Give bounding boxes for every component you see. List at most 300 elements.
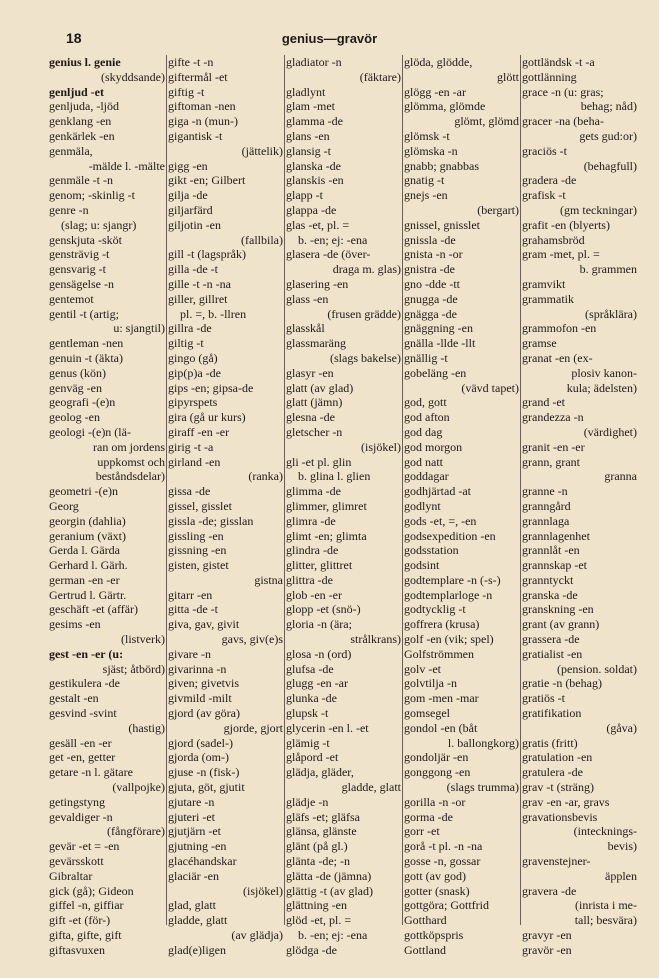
entry-line: gissling -en — [168, 528, 224, 543]
entry-line: u: sjangtil) — [113, 321, 165, 336]
entry-line: gjorde, gjort — [223, 720, 283, 735]
entry-line: genmäle -t -n — [49, 173, 113, 188]
entry-line: Gerda l. Gärda — [49, 543, 120, 558]
entry-line: giftig -t — [168, 84, 205, 99]
entry-line: gratie -n (behag) — [522, 676, 602, 691]
entry-line: glåpord -et — [286, 750, 339, 765]
entry-line: glänsa, glänste — [286, 824, 357, 839]
entry-line: granat -en (ex- — [522, 350, 593, 365]
running-head: genius—gravör — [281, 31, 378, 46]
entry-line: grav -en -ar, gravs — [522, 794, 610, 809]
entry-line: uppkomst och — [97, 454, 165, 469]
entry-line: geologi -(e)n (lä- — [49, 424, 131, 439]
entry-line: godsexpedition -en — [404, 528, 496, 543]
entry-line: glycerin -en l. -et — [286, 720, 369, 735]
entry-line: glädja, gläder, — [286, 765, 354, 780]
entry-line: grand -et — [522, 395, 565, 410]
entry-line: (slag; u: sjangr) — [61, 217, 137, 232]
entry-line: tall; besvära) — [574, 913, 637, 928]
entry-line: glosa -n (ord) — [286, 646, 352, 661]
entry-line: glömska -n — [404, 143, 458, 158]
entry-line: glassmaräng — [286, 336, 346, 351]
entry-line: gensvarig -t — [49, 262, 106, 277]
entry-line: gosse -n, gossar — [404, 854, 481, 869]
entry-line: gratulation -en — [522, 750, 593, 765]
entry-line: grann, grant — [522, 454, 580, 469]
entry-line: gjuta, göt, gjutit — [168, 780, 245, 795]
entry-line: gisten, gistet — [168, 558, 229, 573]
entry-line: girland -en — [168, 454, 221, 469]
entry-line: geografi -(e)n — [49, 395, 116, 410]
entry-line: gillra -de — [168, 321, 212, 336]
entry-line: glas -et, pl. = — [286, 217, 350, 232]
entry-line: gorr -et — [404, 824, 440, 839]
entry-line: sjäst; åtbörd) — [102, 661, 165, 676]
entry-line: glatt (jämn) — [286, 395, 343, 410]
entry-line: gips -en; gipsa-de — [168, 380, 254, 395]
entry-line: god afton — [404, 410, 450, 425]
entry-line: gletscher -n — [286, 424, 343, 439]
entry-line: gevär -et = -en — [49, 839, 120, 854]
entry-line: gladde, glatt — [168, 913, 228, 928]
entry-line: givarinna -n — [168, 661, 227, 676]
entry-line: gratiös -t — [522, 691, 565, 706]
entry-line: gest -en -er (u: — [49, 646, 124, 661]
entry-line: gjuse -n (fisk-) — [168, 765, 240, 780]
column-4 — [402, 55, 520, 957]
entry-line: gorå -t pl. -n -na — [404, 839, 483, 854]
entry-line: glans -en — [286, 128, 330, 143]
entry-line: glindra -de — [286, 543, 339, 558]
entry-line: (fallbila) — [241, 232, 283, 247]
entry-line: plosiv kanon- — [571, 365, 637, 380]
entry-line: gitarr -en — [168, 587, 213, 602]
entry-line: (behagfull) — [583, 158, 637, 173]
entry-line: gnistra -de — [404, 262, 455, 277]
entry-line: pl. =, b. -llren — [180, 306, 247, 321]
entry-line: gods -et, =, -en — [404, 513, 477, 528]
entry-line: glöda, glödde, — [404, 55, 473, 69]
entry-line: gnabb; gnabbas — [404, 158, 479, 173]
entry-line: geschäft -et (affär) — [49, 602, 139, 617]
entry-line: draga m. glas) — [332, 262, 401, 277]
entry-line: granngård — [522, 498, 571, 513]
entry-line: glämig -t — [286, 735, 330, 750]
entry-line: ran om jordens — [93, 439, 165, 454]
entry-line: gravera -de — [522, 883, 577, 898]
entry-line: (inrista i me- — [575, 898, 637, 913]
entry-line: granne -n — [522, 484, 568, 499]
column-2 — [166, 55, 284, 957]
entry-line: bevis) — [607, 839, 637, 854]
entry-line: Gotthard — [404, 913, 447, 928]
entry-line: glob -en -er — [286, 587, 342, 602]
entry-line: glättig -t (av glad) — [286, 883, 373, 898]
entry-line: grannlaga — [522, 513, 570, 528]
entry-line: gotter (snask) — [404, 883, 470, 898]
entry-line: genus (kön) — [49, 365, 106, 380]
entry-line: glänta -de; -n — [286, 854, 350, 869]
entry-line: glimmer, glimret — [286, 498, 367, 513]
entry-line: gnäggning -en — [404, 321, 473, 336]
entry-line: (ranka) — [248, 469, 283, 484]
entry-line: Gibraltar — [49, 868, 93, 883]
entry-line: genuin -t (äkta) — [49, 350, 123, 365]
entry-line: gesäll -en -er — [49, 735, 112, 750]
entry-line: gorilla -n -or — [404, 794, 466, 809]
entry-line: granit -en -er — [522, 439, 585, 454]
entry-line: Georg — [49, 498, 79, 513]
entry-line: genklang -en — [49, 114, 112, 129]
entry-line: gilla -de -t — [168, 262, 218, 277]
entry-line: gikt -en; Gilbert — [168, 173, 246, 188]
entry-line: gjuteri -et — [168, 809, 215, 824]
entry-line: glad, glatt — [168, 898, 216, 913]
entry-line: behag; nåd) — [580, 99, 637, 114]
entry-line: glimra -de — [286, 513, 336, 528]
entry-line: grant (av grann) — [522, 617, 600, 632]
entry-line: godtemplare -n (-s-) — [404, 572, 501, 587]
entry-line: glacéhandskar — [168, 854, 237, 869]
entry-line: grav -t (sträng) — [522, 780, 594, 795]
entry-line: getare -n l. gätare — [49, 765, 133, 780]
entry-line: gondol -en (båt — [404, 720, 478, 735]
entry-line: gavs, giv(e)s — [221, 632, 283, 647]
entry-line: grassera -de — [522, 632, 580, 647]
entry-line: gottlänning — [522, 69, 577, 84]
entry-line: glödga -de — [286, 942, 337, 957]
entry-line: geolog -en — [49, 410, 100, 425]
entry-line: giltig -t — [168, 336, 204, 351]
entry-line: godlynt — [404, 498, 441, 513]
entry-line: gottköpspris — [404, 928, 464, 943]
entry-line: gram -met, pl. = — [522, 247, 600, 262]
entry-line: gevaldiger -n — [49, 809, 113, 824]
entry-line: äpplen — [605, 868, 637, 883]
entry-line: gottländsk -t -a — [522, 55, 595, 69]
entry-line: gilja -de — [168, 188, 208, 203]
entry-line: glupsk -t — [286, 706, 329, 721]
entry-line: givare -n — [168, 646, 211, 661]
entry-line: b. -en; ej: -ena — [298, 928, 368, 943]
entry-line: gnälla -llde -llt — [404, 336, 476, 351]
column-1 — [48, 55, 166, 957]
entry-line: gill -t (lagspråk) — [168, 247, 246, 262]
entry-line: gladlynt — [286, 84, 326, 99]
entry-line: geranium (växt) — [49, 528, 126, 543]
entry-line: gjutning -en — [168, 839, 227, 854]
entry-line: gigantisk -t — [168, 128, 223, 143]
entry-line: godsint — [404, 558, 440, 573]
entry-line: gissel, gisslet — [168, 498, 233, 513]
entry-line: genmäla, — [49, 143, 93, 158]
entry-line: (slags trumma) — [446, 780, 519, 795]
entry-line: goffrera (krusa) — [404, 617, 480, 632]
entry-line: genom; -skinlig -t — [49, 188, 135, 203]
entry-line: gratifikation — [522, 706, 582, 721]
entry-line: grafit -en (blyerts) — [522, 217, 610, 232]
entry-line: grannlåt -en — [522, 543, 580, 558]
entry-line: gifte -t -n — [168, 55, 214, 69]
entry-line: (vävd tapet) — [461, 380, 519, 395]
entry-line: (isjökel) — [361, 439, 401, 454]
entry-line: grahamsbröd — [522, 232, 585, 247]
entry-line: glaciär -en — [168, 868, 219, 883]
entry-line: gestikulera -de — [49, 676, 120, 691]
entry-line: gravyr -en — [522, 928, 572, 943]
entry-line: glopp -et (snö-) — [286, 602, 361, 617]
entry-line: gjorda (om-) — [168, 750, 229, 765]
entry-line: godtemplarloge -n — [404, 587, 493, 602]
entry-line: gnissel, gnisslet — [404, 217, 481, 232]
entry-line: gentleman -nen — [49, 336, 124, 351]
entry-line: gnatig -t — [404, 173, 445, 188]
entry-line: (listverk) — [121, 632, 165, 647]
entry-line: gensträvig -t — [49, 247, 110, 262]
entry-line: granska -de — [522, 587, 578, 602]
entry-line: god natt — [404, 454, 443, 469]
entry-line: gipyrspets — [168, 395, 218, 410]
entry-line: geometri -(e)n — [49, 484, 118, 499]
entry-line: gjord (av göra) — [168, 706, 240, 721]
entry-line: (pension. soldat) — [557, 661, 637, 676]
entry-line: (intecknings- — [573, 824, 637, 839]
entry-line: glesna -de — [286, 410, 335, 425]
entry-line: glögg -en -ar — [404, 84, 466, 99]
entry-line: gissla -de; gisslan — [168, 513, 254, 528]
entry-line: genväg -en — [49, 380, 102, 395]
entry-line: grammatik — [522, 291, 574, 306]
entry-line: glad(e)ligen — [168, 942, 226, 957]
entry-line: (hastig) — [128, 720, 165, 735]
page-number: 18 — [66, 30, 82, 46]
entry-line: (slags bakelse) — [330, 350, 401, 365]
entry-line: givmild -milt — [168, 691, 232, 706]
entry-line: gissning -en — [168, 543, 227, 558]
entry-line: gnejs -en — [404, 188, 448, 203]
entry-line: (bergart) — [477, 202, 519, 217]
entry-line: l. ballongkorg) — [447, 735, 519, 750]
entry-line: glasering -en — [286, 276, 349, 291]
entry-line: Gertrud l. Gärtr. — [49, 587, 127, 602]
entry-line: giga -n (mun-) — [168, 114, 238, 129]
entry-line: gesvind -svint — [49, 706, 117, 721]
entry-line: gjord (sadel-) — [168, 735, 233, 750]
entry-line: gnista -n -or — [404, 247, 463, 262]
entry-line: (frusen grädde) — [327, 306, 401, 321]
entry-line: glitter, glittret — [286, 558, 353, 573]
entry-line: (värdighet) — [583, 424, 637, 439]
entry-line: b. -en; ej: -ena — [298, 232, 368, 247]
entry-line: given; givetvis — [168, 676, 239, 691]
entry-line: gratis (fritt) — [522, 735, 578, 750]
entry-line: god dag — [404, 424, 443, 439]
entry-line: (gm teckningar) — [560, 202, 637, 217]
entry-line: godtycklig -t — [404, 602, 466, 617]
entry-line: gonggong -en — [404, 765, 471, 780]
entry-line: glanska -de — [286, 158, 341, 173]
entry-line: giftasvuxen — [49, 942, 105, 957]
entry-line: glömt, glömd — [454, 114, 519, 129]
entry-line: gravenstejner- — [522, 854, 591, 869]
entry-line: gratialist -en — [522, 646, 583, 661]
entry-line: (fångförare) — [107, 824, 165, 839]
entry-line: godhjärtad -at — [404, 484, 471, 499]
entry-line: gille -t -n -na — [168, 276, 231, 291]
entry-line: glöd -et, pl. = — [286, 913, 352, 928]
entry-line: gracer -na (beha- — [522, 114, 604, 129]
entry-line: (språklära) — [585, 306, 637, 321]
entry-line: glasera -de (över- — [286, 247, 371, 262]
entry-line: strålkrans) — [350, 632, 401, 647]
entry-line: gorma -de — [404, 809, 453, 824]
entry-line: goddagar — [404, 469, 449, 484]
entry-line: giffel -n, giffiar — [49, 898, 124, 913]
entry-line: glugg -en -ar — [286, 676, 348, 691]
entry-line: get -en, getter — [49, 750, 116, 765]
entry-line: (gåva) — [606, 720, 637, 735]
entry-line: godsstation — [404, 543, 459, 558]
entry-line: god morgon — [404, 439, 463, 454]
dictionary-columns — [48, 55, 638, 957]
entry-line: gevärsskott — [49, 854, 104, 869]
entry-line: gets gud:or) — [579, 128, 637, 143]
entry-line: gladiator -n — [286, 55, 342, 69]
entry-line: gli -et pl. glin — [286, 454, 352, 469]
entry-line: glappa -de — [286, 202, 337, 217]
entry-line: gramvikt — [522, 276, 566, 291]
entry-line: giljarfärd — [168, 202, 213, 217]
entry-line: beståndsdelar) — [95, 469, 165, 484]
entry-line: glunka -de — [286, 691, 337, 706]
entry-line: glimt -en; glimta — [286, 528, 367, 543]
entry-line: gom -men -mar — [404, 691, 479, 706]
entry-line: gott (av god) — [404, 868, 466, 883]
entry-line: grannskap -et — [522, 558, 587, 573]
entry-line: gladde, glatt — [341, 780, 401, 795]
entry-line: grammofon -en — [522, 321, 597, 336]
entry-line: giva, gav, givit — [168, 617, 240, 632]
entry-line: glufsa -de — [286, 661, 334, 676]
entry-line: kula; ädelsten) — [566, 380, 637, 395]
entry-line: glättning -en — [286, 898, 347, 913]
entry-line: german -en -er — [49, 572, 120, 587]
entry-line: gift -et (för-) — [49, 913, 111, 928]
entry-line: gnällig -t — [404, 350, 448, 365]
entry-line: glädje -n — [286, 794, 329, 809]
entry-line: gjutare -n — [168, 794, 215, 809]
entry-line: girig -t -a — [168, 439, 214, 454]
entry-line: Gottland — [404, 942, 446, 957]
entry-line: (vallpojke) — [112, 780, 165, 795]
entry-line: gistna — [254, 572, 283, 587]
entry-line: b. grammen — [579, 262, 637, 277]
entry-line: god, gott — [404, 395, 447, 410]
entry-line: giraff -en -er — [168, 424, 230, 439]
entry-line: golvtilja -n — [404, 676, 457, 691]
entry-line: gobeläng -en — [404, 365, 467, 380]
entry-line: (isjökel) — [243, 883, 283, 898]
entry-line: gjutjärn -et — [168, 824, 221, 839]
entry-line: gigg -en — [168, 158, 208, 173]
entry-line: (fäktare) — [359, 69, 401, 84]
entry-line: genkärlek -en — [49, 128, 115, 143]
entry-line: gentil -t (artig; — [49, 306, 119, 321]
entry-line: (skyddsande) — [101, 69, 165, 84]
entry-line: glansig -t — [286, 143, 331, 158]
entry-line: grafisk -t — [522, 188, 566, 203]
entry-line: glött — [496, 69, 519, 84]
entry-line: gottgöra; Gottfrid — [404, 898, 489, 913]
entry-line: glanskis -en — [286, 173, 344, 188]
entry-line: gratulera -de — [522, 765, 583, 780]
entry-line: glittra -de — [286, 572, 333, 587]
entry-line: glasyr -en — [286, 365, 334, 380]
entry-line: getingstyng — [49, 794, 105, 809]
entry-line: glömma, glömde — [404, 99, 486, 114]
entry-line: gradera -de — [522, 173, 577, 188]
entry-line: gravör -en — [522, 942, 572, 957]
entry-line: genre -n — [49, 202, 89, 217]
entry-line: genskjuta -sköt — [49, 232, 122, 247]
entry-line: gip(p)a -de — [168, 365, 221, 380]
entry-line: Golfströmmen — [404, 646, 474, 661]
entry-line: glass -en — [286, 291, 329, 306]
entry-line: gno -dde -tt — [404, 276, 460, 291]
entry-line: gingo (gå) — [168, 350, 218, 365]
entry-line: genljud -et — [49, 84, 104, 99]
entry-line: gensägelse -n — [49, 276, 114, 291]
entry-line: -mälde l. -mälte — [88, 158, 165, 173]
entry-line: gomsegel — [404, 706, 450, 721]
entry-line: gesims -en — [49, 617, 101, 632]
entry-line: gnissla -de — [404, 232, 456, 247]
entry-line: glänt (på gl.) — [286, 839, 348, 854]
entry-line: giljotin -en — [168, 217, 221, 232]
entry-line: glasskål — [286, 321, 325, 336]
entry-line: genius l. genie — [49, 55, 121, 69]
entry-line: gondoljär -en — [404, 750, 469, 765]
entry-line: gravationsbevis — [522, 809, 598, 824]
entry-line: glömsk -t — [404, 128, 450, 143]
entry-line: (av glädja) — [231, 928, 283, 943]
entry-line: granskning -en — [522, 602, 594, 617]
entry-line: gläfs -et; gläfsa — [286, 809, 360, 824]
entry-line: gifta, gifte, gift — [49, 928, 122, 943]
entry-line: giftermål -et — [168, 69, 228, 84]
entry-line: gira (gå ur kurs) — [168, 410, 246, 425]
entry-line: glapp -t — [286, 188, 323, 203]
entry-line: graciös -t — [522, 143, 567, 158]
entry-line: glimma -de — [286, 484, 341, 499]
entry-line: granntyckt — [522, 572, 574, 587]
entry-line: giller, gillret — [168, 291, 228, 306]
entry-line: grandezza -n — [522, 410, 584, 425]
entry-line: glätta -de (jämna) — [286, 868, 372, 883]
entry-line: Gerhard l. Gärh. — [49, 558, 128, 573]
entry-line: glam -met — [286, 99, 335, 114]
entry-line: glamma -de — [286, 114, 343, 129]
column-3 — [284, 55, 402, 957]
entry-line: georgin (dahlia) — [49, 513, 126, 528]
entry-line: gramse — [522, 336, 557, 351]
entry-line: grannlagenhet — [522, 528, 590, 543]
entry-line: genljuda, -ljöd — [49, 99, 119, 114]
entry-line: gnugga -de — [404, 291, 458, 306]
entry-line: glatt (av glad) — [286, 380, 354, 395]
entry-line: gitta -de -t — [168, 602, 218, 617]
entry-line: gissa -de — [168, 484, 211, 499]
